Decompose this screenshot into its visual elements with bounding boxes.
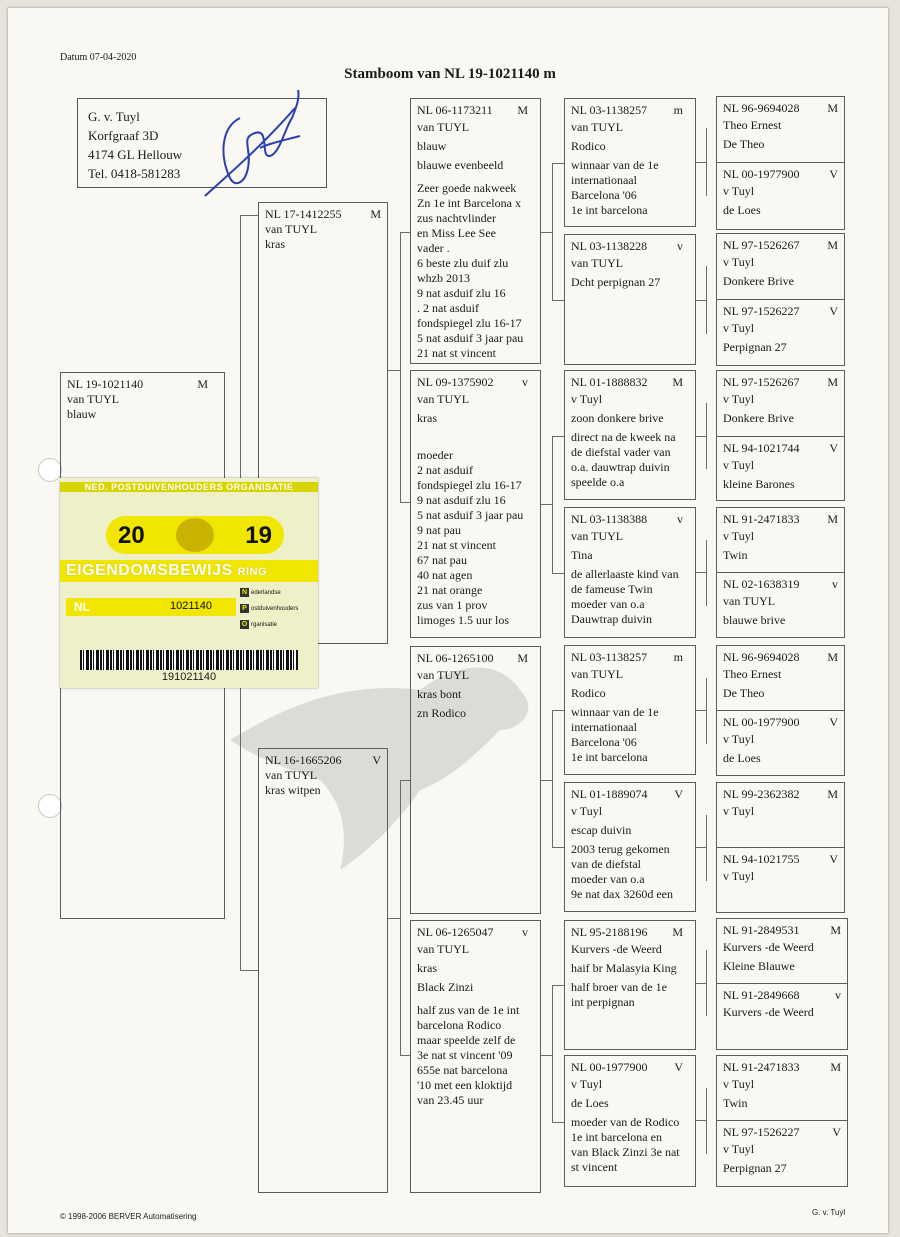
connector-line: [706, 540, 707, 606]
connector-line: [240, 970, 258, 971]
nickname: de Loes: [723, 751, 761, 765]
ring-number: NL 91-2849531: [723, 923, 800, 937]
connector-line: [706, 403, 707, 469]
note-line: fondspiegel zlu 16-17: [417, 316, 522, 330]
grandparent-box: [410, 370, 541, 638]
ring-ownership-card: [60, 478, 318, 688]
sticker-title-suffix: RING: [237, 566, 268, 578]
note-line: winnaar van de 1e: [571, 705, 659, 719]
connector-line: [400, 780, 401, 1055]
notes: [571, 980, 689, 1010]
breeder: Theo Ernest: [723, 118, 782, 132]
ring-number: NL 94-1021755: [723, 852, 800, 866]
note-line: Zn 1e int Barcelona x: [417, 196, 521, 210]
ancestor-box: [716, 233, 845, 300]
owner-city: 4174 GL Hellouw: [88, 147, 183, 162]
connector-line: [696, 436, 706, 437]
connector-line: [552, 163, 564, 164]
breeder: van TUYL: [67, 392, 120, 406]
grandparent-box: [410, 98, 541, 364]
note-line: van de diefstal: [571, 857, 641, 871]
connector-line: [706, 128, 707, 196]
sticker-org-p: ostduivenhouders: [251, 606, 299, 612]
ancestor-box: [716, 436, 845, 501]
great-grandparent-box: [564, 782, 696, 912]
breeder: v Tuyl: [571, 804, 603, 818]
connector-line: [552, 847, 564, 848]
sticker-org-line-p: P ostduivenhouders: [240, 604, 298, 613]
nickname: Kleine Blauwe: [723, 959, 795, 973]
breeder: v Tuyl: [723, 321, 755, 335]
sex: M: [517, 651, 528, 665]
nickname: Perpignan 27: [723, 1161, 787, 1175]
sex: V: [372, 753, 381, 767]
sex: V: [832, 1125, 841, 1139]
ring-number: NL 03-1138257: [571, 650, 648, 664]
ring-number: NL 02-1638319: [723, 577, 800, 591]
connector-line: [706, 1088, 707, 1154]
note-line: whzb 2013: [417, 271, 470, 285]
ancestor-box: [716, 507, 845, 573]
note-line: Dauwtrap duivin: [571, 612, 652, 626]
footer-copyright: © 1998-2006 BERVER Automatisering: [60, 1212, 197, 1221]
ring-number: NL 03-1138388: [571, 512, 648, 526]
ancestor-box: [716, 162, 845, 230]
breeder: van TUYL: [571, 120, 624, 134]
sticker-country: NL: [74, 600, 90, 614]
sex: M: [672, 925, 683, 939]
sex: V: [674, 1060, 683, 1074]
ring-number: NL 91-2849668: [723, 988, 800, 1002]
breeder: v Tuyl: [723, 869, 755, 883]
note-line: 9 nat pau: [417, 523, 461, 537]
sex: M: [827, 375, 838, 389]
ancestor-box: [716, 983, 848, 1050]
connector-line: [696, 1120, 706, 1121]
connector-line: [552, 436, 564, 437]
footer-owner: G. v. Tuyl: [812, 1208, 846, 1217]
connector-line: [696, 300, 706, 301]
note-line: 2003 terug gekomen: [571, 842, 670, 856]
breeder: Theo Ernest: [723, 667, 782, 681]
great-grandparent-box: [564, 507, 696, 638]
breeder: v Tuyl: [723, 184, 755, 198]
note-line: speelde o.a: [571, 475, 625, 489]
ring-number: NL 01-1889074: [571, 787, 648, 801]
ring-number: NL 97-1526227: [723, 304, 800, 318]
breeder: Kurvers -de Weerd: [571, 942, 662, 956]
ring-number: NL 00-1977900: [723, 167, 800, 181]
sticker-year-left: 20: [118, 522, 145, 549]
note-line: moeder van o.a: [571, 597, 645, 611]
note-line: 1e int barcelona en: [571, 1130, 662, 1144]
breeder: van TUYL: [417, 120, 470, 134]
ancestor-box: [716, 918, 848, 984]
note-line: 655e nat barcelona: [417, 1063, 508, 1077]
note-line: '10 met een kloktijd: [417, 1078, 513, 1092]
note-line: de diefstal vader van: [571, 445, 671, 459]
grandparent-box: [410, 646, 541, 914]
note-line: 40 nat agen: [417, 568, 473, 582]
color: kras bont: [417, 687, 462, 701]
handwritten-signature: [200, 78, 320, 208]
ring-number: NL 17-1412255: [265, 207, 342, 221]
ancestor-box: [716, 847, 845, 913]
sex: M: [827, 787, 838, 801]
ring-number: NL 91-2471833: [723, 512, 800, 526]
note-line: Zeer goede nakweek: [417, 181, 517, 195]
connector-line: [541, 1055, 552, 1056]
nickname: Twin: [723, 548, 748, 562]
nickname: escap duivin: [571, 823, 632, 837]
nickname: zoon donkere brive: [571, 411, 664, 425]
notes: [417, 448, 534, 628]
color: kras: [265, 237, 285, 251]
ancestor-box: [716, 1120, 848, 1187]
nickname: Donkere Brive: [723, 411, 794, 425]
great-grandparent-box: [564, 234, 696, 365]
connector-line: [552, 1122, 564, 1123]
connector-line: [706, 266, 707, 334]
ring-number: NL 97-1526267: [723, 238, 800, 252]
ring-number: NL 03-1138257: [571, 103, 648, 117]
connector-line: [552, 985, 553, 1122]
barcode-text: 191021140: [161, 671, 217, 683]
note-line: 21 nat st vincent: [417, 538, 496, 552]
color: kras witpen: [265, 783, 321, 797]
note-line: zus van 1 prov: [417, 598, 488, 612]
nickname: zn Rodico: [417, 706, 466, 720]
color: blauw: [67, 407, 97, 421]
sticker-org-o: rganisatie: [251, 622, 278, 628]
ring-number: NL 03-1138228: [571, 239, 648, 253]
nickname: Tina: [571, 548, 593, 562]
punch-hole-bottom: [38, 794, 62, 818]
connector-line: [388, 370, 400, 371]
ancestor-box: [716, 96, 845, 163]
note-line: 2 nat asduif: [417, 463, 473, 477]
note-line: direct na de kweek na: [571, 430, 676, 444]
nickname: Twin: [723, 1096, 748, 1110]
breeder: v Tuyl: [571, 392, 603, 406]
connector-line: [696, 847, 706, 848]
breeder: v Tuyl: [571, 1077, 603, 1091]
ancestor-box: [716, 782, 845, 848]
document-date: Datum 07-04-2020: [60, 52, 137, 63]
breeder: v Tuyl: [723, 732, 755, 746]
ancestor-box: [716, 572, 845, 638]
nickname: kleine Barones: [723, 477, 795, 491]
note-line: van 23.45 uur: [417, 1093, 484, 1107]
ring-number: NL 97-1526227: [723, 1125, 800, 1139]
breeder: van TUYL: [417, 942, 470, 956]
great-grandparent-box: [564, 98, 696, 227]
breeder: van TUYL: [571, 256, 624, 270]
notes: [571, 567, 689, 627]
sex: m: [673, 103, 683, 117]
nickname: De Theo: [723, 137, 765, 151]
sex: M: [517, 103, 528, 117]
connector-line: [552, 573, 564, 574]
notes: [417, 181, 534, 361]
page-title: Stamboom van NL 19-1021140 m: [344, 66, 556, 82]
punch-hole-top: [38, 458, 62, 482]
color: blauw: [417, 139, 447, 153]
notes: [571, 1115, 689, 1175]
ancestor-box: [716, 370, 845, 437]
breeder: van TUYL: [417, 668, 470, 682]
note-line: st vincent: [571, 1160, 618, 1174]
ring-number: NL 09-1375902: [417, 375, 494, 389]
nickname: Donkere Brive: [723, 274, 794, 288]
owner-street: Korfgraaf 3D: [88, 128, 159, 143]
note-line: de allerlaaste kind van: [571, 567, 679, 581]
note-line: 9 nat asduif zlu 16: [417, 493, 506, 507]
note-line: 6 beste zlu duif zlu: [417, 256, 509, 270]
nickname: Dcht perpignan 27: [571, 275, 661, 289]
breeder: van TUYL: [723, 594, 776, 608]
connector-line: [240, 215, 258, 216]
sex: v: [832, 577, 838, 591]
connector-line: [696, 710, 706, 711]
nickname: Rodico: [571, 686, 606, 700]
ring-number: NL 06-1265047: [417, 925, 494, 939]
ring-number: NL 16-1665206: [265, 753, 342, 767]
connector-line: [696, 572, 706, 573]
breeder: v Tuyl: [723, 392, 755, 406]
sex: V: [829, 852, 838, 866]
ring-number: NL 01-1888832: [571, 375, 648, 389]
sex: M: [370, 207, 381, 221]
sex: M: [197, 377, 208, 391]
ring-number: NL 06-1265100: [417, 651, 494, 665]
note-line: vader .: [417, 241, 450, 255]
ring-number: NL 06-1173211: [417, 103, 493, 117]
note-line: maar speelde zelf de: [417, 1033, 516, 1047]
nickname: de Loes: [571, 1096, 609, 1110]
dam-box: [258, 748, 388, 1193]
sticker-org-n: ederlandse: [251, 590, 281, 596]
breeder: van TUYL: [265, 768, 318, 782]
connector-line: [400, 232, 410, 233]
connector-line: [696, 162, 706, 163]
note-line: 9e nat dax 3260d een: [571, 887, 673, 901]
connector-line: [552, 300, 564, 301]
sex: V: [829, 167, 838, 181]
note-line: moeder van de Rodico: [571, 1115, 680, 1129]
connector-line: [706, 815, 707, 881]
nickname: blauwe brive: [723, 613, 786, 627]
notes: [417, 1003, 534, 1108]
note-line: Barcelona '06: [571, 735, 637, 749]
sex: M: [827, 238, 838, 252]
nickname: Black Zinzi: [417, 980, 474, 994]
note-line: moeder: [417, 448, 453, 462]
ring-number: NL 94-1021744: [723, 441, 800, 455]
connector-line: [552, 985, 564, 986]
note-line: 21 nat orange: [417, 583, 483, 597]
sticker-year-right: 19: [245, 522, 272, 549]
breeder: v Tuyl: [723, 529, 755, 543]
sticker-title-text: EIGENDOMSBEWIJS: [66, 562, 233, 579]
sticker-title: [66, 562, 267, 580]
breeder: Kurvers -de Weerd: [723, 940, 814, 954]
connector-line: [696, 983, 706, 984]
ring-number: NL 95-2188196: [571, 925, 648, 939]
note-line: o.a. dauwtrap duivin: [571, 460, 670, 474]
connector-line: [552, 163, 553, 300]
note-line: en Miss Lee See: [417, 226, 496, 240]
sex: M: [672, 375, 683, 389]
note-line: internationaal: [571, 720, 637, 734]
note-line: . 2 nat asduif: [417, 301, 479, 315]
notes: [571, 158, 689, 218]
sex: v: [522, 925, 528, 939]
note-line: half broer van de 1e: [571, 980, 667, 994]
breeder: van TUYL: [571, 529, 624, 543]
note-line: fondspiegel zlu 16-17: [417, 478, 522, 492]
sex: M: [827, 512, 838, 526]
sex: M: [827, 650, 838, 664]
great-grandparent-box: [564, 1055, 696, 1187]
notes: [571, 430, 689, 490]
color: kras: [417, 961, 437, 975]
nickname: Rodico: [571, 139, 606, 153]
ring-number: NL 96-9694028: [723, 101, 800, 115]
note-line: 5 nat asduif 3 jaar pau: [417, 508, 524, 522]
great-grandparent-box: [564, 645, 696, 775]
note-line: limoges 1.5 uur los: [417, 613, 509, 627]
connector-line: [541, 232, 552, 233]
note-line: Barcelona '06: [571, 188, 637, 202]
ring-number: NL 96-9694028: [723, 650, 800, 664]
connector-line: [541, 780, 552, 781]
sticker-org-line-n: N ederlandse: [241, 589, 281, 596]
sex: M: [830, 923, 841, 937]
note-line: 5 nat asduif 3 jaar pau: [417, 331, 524, 345]
connector-line: [541, 504, 552, 505]
notes: [571, 842, 689, 902]
note-line: 67 nat pau: [417, 553, 467, 567]
ring-number: NL 19-1021140: [67, 377, 144, 391]
breeder: v Tuyl: [723, 804, 755, 818]
note-line: 1e int barcelona: [571, 203, 648, 217]
note-line: de fameuse Twin: [571, 582, 653, 596]
ring-number: NL 00-1977900: [571, 1060, 648, 1074]
ring-number: NL 99-2362382: [723, 787, 800, 801]
note-line: winnaar van de 1e: [571, 158, 659, 172]
breeder: Kurvers -de Weerd: [723, 1005, 814, 1019]
connector-line: [706, 950, 707, 1016]
sticker-ring-number: 1021140: [170, 600, 213, 612]
connector-line: [552, 710, 564, 711]
sticker-year-band: [106, 516, 284, 554]
breeder: v Tuyl: [723, 458, 755, 472]
note-line: 9 nat asduif zlu 16: [417, 286, 506, 300]
note-line: 21 nat st vincent: [417, 346, 496, 360]
sticker-org-name: NED. POSTDUIVENHOUDERS ORGANISATIE: [60, 482, 318, 492]
note-line: int perpignan: [571, 995, 635, 1009]
ring-number: NL 97-1526267: [723, 375, 800, 389]
breeder: v Tuyl: [723, 1077, 755, 1091]
note-line: barcelona Rodico: [417, 1018, 502, 1032]
connector-line: [400, 232, 401, 502]
ancestor-box: [716, 710, 845, 776]
sex: V: [829, 304, 838, 318]
great-grandparent-box: [564, 920, 696, 1050]
ancestor-box: [716, 645, 845, 711]
connector-line: [400, 780, 410, 781]
nickname: haif br Malasyia King: [571, 961, 677, 975]
breeder: v Tuyl: [723, 255, 755, 269]
owner-phone: Tel. 0418-581283: [88, 166, 181, 181]
sex: v: [677, 239, 683, 253]
breeder: v Tuyl: [723, 1142, 755, 1156]
breeder: van TUYL: [571, 667, 624, 681]
sex: V: [674, 787, 683, 801]
breeder: van TUYL: [417, 392, 470, 406]
connector-line: [400, 1055, 410, 1056]
nickname: de Loes: [723, 203, 761, 217]
sex: m: [673, 650, 683, 664]
connector-line: [552, 710, 553, 847]
note-line: moeder van o.a: [571, 872, 645, 886]
crest-icon: [176, 518, 214, 552]
note-line: 1e int barcelona: [571, 750, 648, 764]
ancestor-box: [716, 1055, 848, 1121]
breeder: van TUYL: [265, 222, 318, 236]
note-line: zus nachtvlinder: [417, 211, 496, 225]
note-line: half zus van de 1e int: [417, 1003, 520, 1017]
owner-name: G. v. Tuyl: [88, 109, 140, 124]
sex: M: [827, 101, 838, 115]
note-line: internationaal: [571, 173, 637, 187]
barcode: [80, 650, 298, 670]
nickname: De Theo: [723, 686, 765, 700]
note-line: 3e nat st vincent '09: [417, 1048, 513, 1062]
sex: V: [829, 441, 838, 455]
great-grandparent-box: [564, 370, 696, 500]
sex: v: [835, 988, 841, 1002]
connector-line: [388, 918, 400, 919]
sex: M: [830, 1060, 841, 1074]
connector-line: [552, 436, 553, 573]
ring-number: NL 91-2471833: [723, 1060, 800, 1074]
notes: [571, 705, 689, 765]
sticker-org-line-o: O rganisatie: [241, 621, 278, 628]
nickname: Perpignan 27: [723, 340, 787, 354]
ring-number: NL 00-1977900: [723, 715, 800, 729]
connector-line: [400, 502, 410, 503]
ancestor-box: [716, 299, 845, 366]
sex: v: [677, 512, 683, 526]
grandparent-box: [410, 920, 541, 1193]
sex: V: [829, 715, 838, 729]
nickname: blauwe evenbeeld: [417, 158, 504, 172]
color: kras: [417, 411, 437, 425]
connector-line: [706, 678, 707, 744]
note-line: van Black Zinzi 3e nat: [571, 1145, 680, 1159]
sex: v: [522, 375, 528, 389]
